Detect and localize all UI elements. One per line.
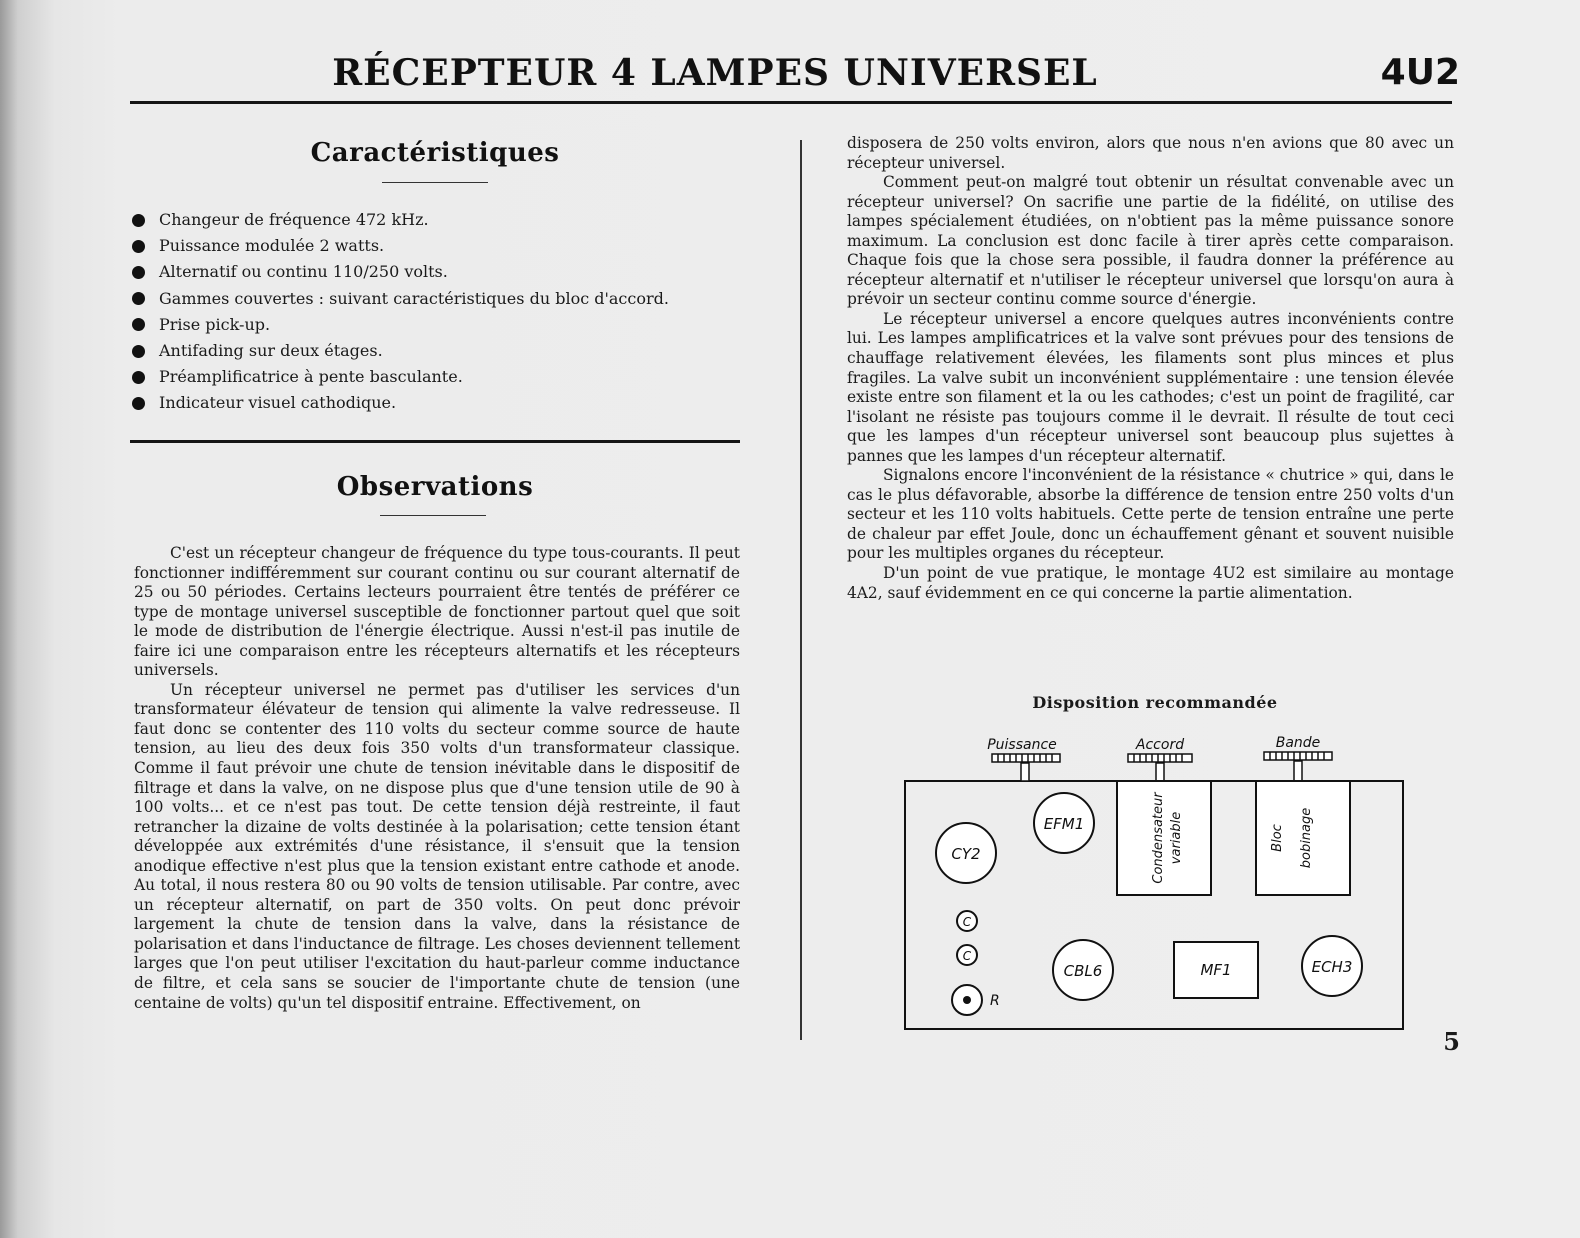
knob-puissance-icon xyxy=(992,754,1060,781)
knob-bande-icon xyxy=(1264,752,1332,781)
socket-r-label: R xyxy=(990,993,1000,1009)
feature-item: Prise pick-up. xyxy=(130,312,750,338)
bullet-icon xyxy=(132,397,145,410)
paragraph: Un récepteur universel ne permet pas d'utiliser les services d'un transformateur élévateur de tension qui alimente la valve redresseuse. Il faut donc se contenter des 110 volts du secteur comme source de haute tension, au lieu des deux fois 350 volts d'un transformateur classique. Comme il faut prévoir une chute de tension inévitable dans le dispositif de filtrage et dans la valve, on ne dispose plus que d'une tension utile de 90 à 100 volts... et ce n'est pas tout. De cette tension déjà restreinte, il faut retrancher la dizaine de volts destinée à la polarisation; cette tension étant développée aux extrémités d'une résistance, il s'ensuit que la tension anodique effective n'est plus que la tension existant entre cathode et anode. Au total, il nous restera 80 ou 90 volts de tension utilisable. Par contre, avec un récepteur alternatif, on part de 350 volts. On peut donc prévoir largement la chute de tension dans la valve, dans la résistance de polarisation et dans l'inductance de filtrage. Les choses deviennent tellement larges que l'on peut utiliser l'excitation du haut-parleur comme inductance de filtre, et cela sans se soucier de l'importante chute de tension (une centaine de volts) qu'un tel dispositif entraine. Effectivement, on xyxy=(134,680,740,1012)
bloc-label-1: Bloc xyxy=(1270,824,1285,852)
socket-c-2-label: C xyxy=(962,949,972,963)
bullet-icon xyxy=(132,266,145,279)
page-header-code: 4U2 xyxy=(1380,52,1460,93)
page-header-title: RÉCEPTEUR 4 LAMPES UNIVERSEL xyxy=(332,52,1098,94)
paragraph: Le récepteur universel a encore quelques autres inconvénients contre lui. Les lampes amplificatrices et la valve sont prévues pour des tensions de chauffage relativement élevées, les filaments sont plus minces et plus fragiles. La valve subit un inconvénient supplémentaire : une tension élevée existe entre son filament et la ou les cathodes; c'est un point de fragilité, car l'isolant ne résiste pas toujours comme il le devrait. Il résulte de tout ceci que les lampes d'un récepteur universel sont beaucoup plus sujettes à pannes que les lampes d'un récepteur alternatif. xyxy=(847,309,1454,465)
observations-title: Observations xyxy=(336,472,534,502)
bullet-icon xyxy=(132,214,145,227)
condensateur-label-2: variable xyxy=(1169,811,1184,865)
features-list xyxy=(130,207,750,417)
bullet-icon xyxy=(132,318,145,331)
bullet-icon xyxy=(132,240,145,253)
tube-ech3-label: ECH3 xyxy=(1311,958,1353,976)
control-label-bande: Bande xyxy=(1275,735,1321,751)
control-label-puissance: Puissance xyxy=(987,737,1057,753)
header-rule xyxy=(130,101,1452,104)
paragraph: disposera de 250 volts environ, alors que nous n'en avions que 80 avec un récepteur universel. xyxy=(847,134,1454,172)
caracteristiques-underline xyxy=(382,182,488,183)
caracteristiques-title: Caractéristiques xyxy=(310,138,560,168)
feature-item: Gammes couvertes : suivant caractéristiques du bloc d'accord. xyxy=(130,286,750,312)
bullet-icon xyxy=(132,345,145,358)
feature-item: Alternatif ou continu 110/250 volts. xyxy=(130,259,750,285)
layout-diagram xyxy=(880,725,1440,1045)
observations-left-column xyxy=(134,544,740,1013)
paragraph: Comment peut-on malgré tout obtenir un résultat convenable avec un récepteur universel? On sacrifie une partie de la fidélité, on utilise des lampes spécialement étudiées, on n'obtient pas la même puissance sonore maximum. La conclusion est donc facile à tirer après cette comparaison. Chaque fois que la chose sera possible, il faudra donner la préférence au récepteur alternatif et n'utiliser le récepteur universel que lorsqu'on aura à prévoir un secteur continu comme source d'énergie. xyxy=(847,173,1454,309)
observations-underline xyxy=(380,515,486,516)
paragraph: Signalons encore l'inconvénient de la résistance « chutrice » qui, dans le cas le plus défavorable, absorbe la différence de tension entre 250 volts d'un secteur et les 110 volts habituels. Cette perte de tension entraîne une perte de chaleur par effet Joule, donc un échauffement gênant et souvent nuisible pour les multiples organes du récepteur. xyxy=(847,466,1454,563)
paragraph: C'est un récepteur changeur de fréquence du type tous-courants. Il peut fonctionner indifféremment sur courant continu ou sur courant alternatif de 25 ou 50 périodes. Certains lecteurs pourraient être tentés de préférer ce type de montage universel susceptible de fonctionner partout quel que soit le mode de distribution de l'énergie électrique. Aussi n'est-il pas inutile de faire ici une comparaison entre les récepteurs alternatifs et les récepteurs universels. xyxy=(134,544,740,680)
mf1-label: MF1 xyxy=(1200,961,1232,979)
page-number: 5 xyxy=(1443,1027,1460,1056)
paragraph: D'un point de vue pratique, le montage 4U2 est similaire au montage 4A2, sauf évidemment en ce qui concerne la partie alimentation. xyxy=(847,564,1454,602)
bullet-icon xyxy=(132,292,145,305)
bloc-label-2: bobinage xyxy=(1299,807,1314,869)
feature-item: Indicateur visuel cathodique. xyxy=(130,390,750,416)
observations-right-column xyxy=(847,134,1454,603)
section-rule xyxy=(130,440,740,443)
condensateur-label-1: Condensateur xyxy=(1151,792,1166,884)
feature-item: Changeur de fréquence 472 kHz. xyxy=(130,207,750,233)
tube-cbl6-label: CBL6 xyxy=(1063,962,1103,980)
feature-item: Puissance modulée 2 watts. xyxy=(130,233,750,259)
column-divider xyxy=(800,140,802,1040)
tube-cy2-label: CY2 xyxy=(951,845,981,863)
tube-efm1-label: EFM1 xyxy=(1043,815,1085,833)
feature-item: Antifading sur deux étages. xyxy=(130,338,750,364)
socket-c-1-label: C xyxy=(962,915,972,929)
control-label-accord: Accord xyxy=(1135,737,1185,753)
bullet-icon xyxy=(132,371,145,384)
knob-accord-icon xyxy=(1128,754,1192,781)
socket-r-center-icon xyxy=(963,996,971,1004)
feature-item: Préamplificatrice à pente basculante. xyxy=(130,364,750,390)
diagram-title: Disposition recommandée xyxy=(1032,693,1278,712)
